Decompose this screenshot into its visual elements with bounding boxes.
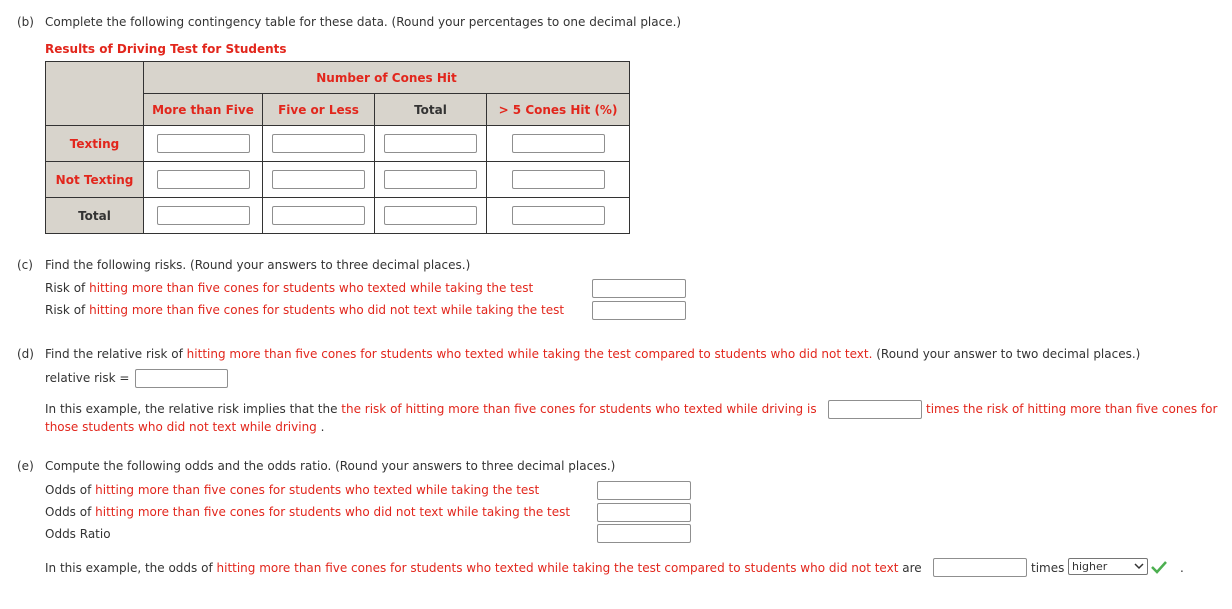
texting-five-or-less-input[interactable]: [272, 134, 365, 153]
table-corner-cell: [46, 62, 144, 126]
part-d-label: (d): [17, 347, 34, 361]
higher-lower-select[interactable]: [1068, 558, 1148, 575]
odds-texted-label: Odds of hitting more than five cones for students who texted while taking the test: [45, 483, 540, 497]
col-header-total: Total: [375, 94, 487, 126]
col-header-five-or-less: Five or Less: [263, 94, 375, 126]
row-header-texting: Texting: [46, 126, 144, 162]
part-b-instruction: Complete the following contingency table for these data. (Round your percentages to one decimal place.): [45, 15, 682, 29]
odds-conclusion-text: In this example, the odds of hitting more than five cones for students who texted while taking the test compared to students who did not text are: [45, 561, 922, 575]
odds-not-texted-label: Odds of hitting more than five cones for students who did not text while taking the test: [45, 505, 571, 519]
part-b-label: (b): [17, 15, 34, 29]
texting-percent-input[interactable]: [512, 134, 605, 153]
risk-not-texted-input[interactable]: [592, 301, 686, 320]
contingency-table: [45, 61, 630, 234]
row-header-not-texting: Not Texting: [46, 162, 144, 198]
rr-implication-line2: those students who did not text while driving .: [45, 420, 325, 434]
part-e-instruction: Compute the following odds and the odds ratio. (Round your answers to three decimal places.): [45, 459, 616, 473]
select-value: higher: [1072, 560, 1108, 573]
col-header-more-than-five: More than Five: [144, 94, 263, 126]
not-texting-more-than-five-input[interactable]: [157, 170, 250, 189]
table-title: Results of Driving Test for Students: [45, 42, 287, 56]
row-header-total: Total: [46, 198, 144, 234]
risk-texted-input[interactable]: [592, 279, 686, 298]
part-e-label: (e): [17, 459, 34, 473]
times-label: times: [1031, 561, 1065, 575]
rr-implication-input[interactable]: [828, 400, 922, 419]
part-c-label: (c): [17, 258, 33, 272]
part-c-instruction: Find the following risks. (Round your answers to three decimal places.): [45, 258, 471, 272]
not-texting-total-input[interactable]: [384, 170, 477, 189]
check-icon: [1151, 560, 1167, 577]
chevron-down-icon: [1134, 559, 1144, 579]
col-header-percent: > 5 Cones Hit (%): [487, 94, 630, 126]
total-total-input[interactable]: [384, 206, 477, 225]
odds-ratio-label: Odds Ratio: [45, 527, 111, 541]
texting-more-than-five-input[interactable]: [157, 134, 250, 153]
final-period: .: [1180, 561, 1184, 575]
odds-texted-input[interactable]: [597, 481, 691, 500]
risk-not-texted-label: Risk of hitting more than five cones for students who did not text while taking the test: [45, 303, 565, 317]
odds-not-texted-input[interactable]: [597, 503, 691, 522]
risk-texted-label: Risk of hitting more than five cones for students who texted while taking the test: [45, 281, 534, 295]
relative-risk-input[interactable]: [135, 369, 228, 388]
total-more-than-five-input[interactable]: [157, 206, 250, 225]
not-texting-five-or-less-input[interactable]: [272, 170, 365, 189]
not-texting-percent-input[interactable]: [512, 170, 605, 189]
rr-implication-line1: In this example, the relative risk implies that the the risk of hitting more than five cones for students who texted while driving is: [45, 402, 817, 416]
rr-implication-line1-end: times the risk of hitting more than five cones for: [926, 402, 1218, 416]
odds-ratio-input[interactable]: [597, 524, 691, 543]
odds-conclusion-input[interactable]: [933, 558, 1027, 577]
texting-total-input[interactable]: [384, 134, 477, 153]
total-five-or-less-input[interactable]: [272, 206, 365, 225]
total-percent-input[interactable]: [512, 206, 605, 225]
relative-risk-label: relative risk =: [45, 371, 130, 385]
group-header: Number of Cones Hit: [144, 62, 630, 94]
part-d-instruction: Find the relative risk of hitting more than five cones for students who texted while taking the test compared to students who did not text. (Round your answer to two decimal places.): [45, 347, 1141, 361]
